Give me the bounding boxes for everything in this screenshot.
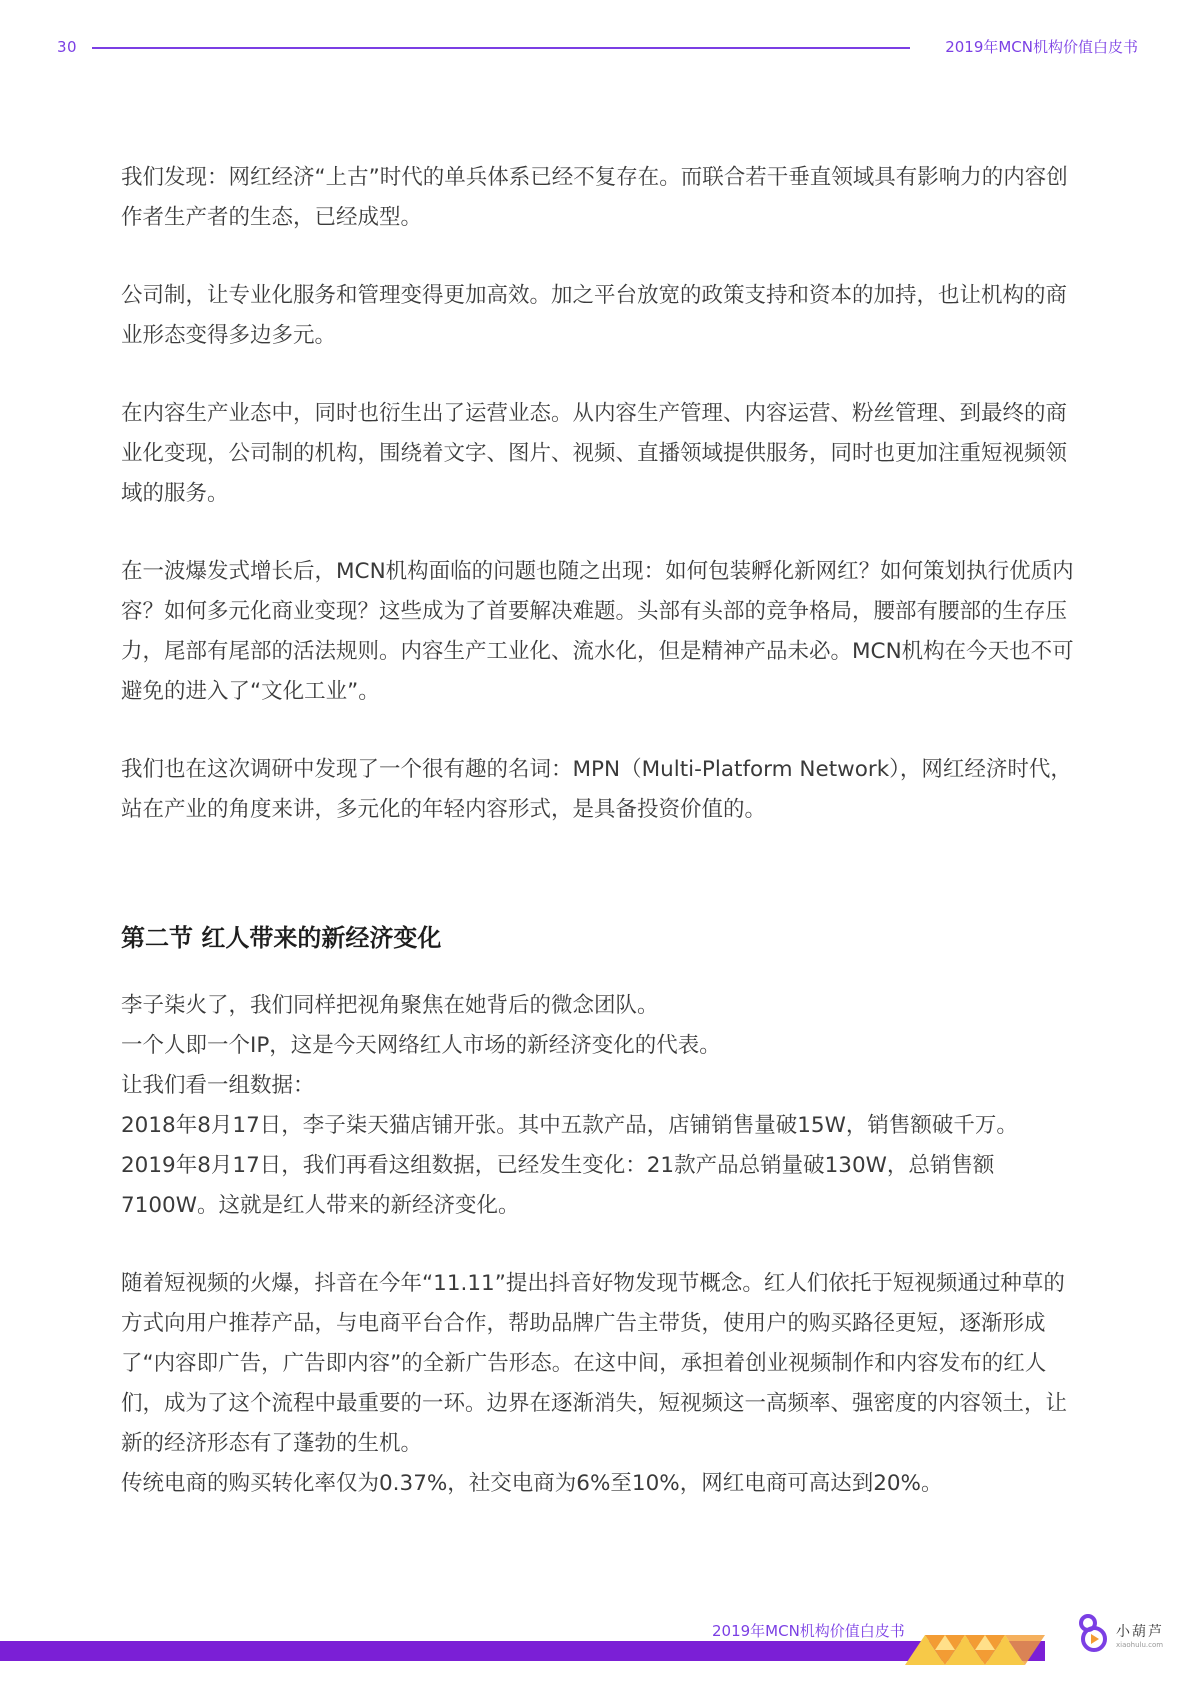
gourd-logo-icon bbox=[1078, 1613, 1112, 1653]
brand-logo bbox=[1078, 1613, 1178, 1663]
header-divider bbox=[92, 47, 910, 49]
paragraph-4: 在一波爆发式增长后，MCN机构面临的问题也随之出现：如何包装孵化新网红？如何策划执行优质内容？如何多元化商业变现？这些成为了首要解决难题。头部有头部的竞争格局，腰部有腰部的生存压力，尾部有尾部的活法规则。内容生产工业化、流水化，但是精神产品未必。MCN机构在今天也不可避免的进入了“文化工业”。 bbox=[121, 559, 1074, 704]
header-title: 2019年MCN机构价值白皮书 bbox=[945, 38, 1138, 56]
closing-paragraph: 随着短视频的火爆，抖音在今年“11.11”提出抖音好物发现节概念。红人们依托于短视频通过种草的方式向用户推荐产品，与电商平台合作，帮助品牌广告主带货，使用户的购买路径更短，逐渐形成了“内容即广告，广告即内容”的全新广告形态。在这中间，承担着创业视频制作和内容发布的红人们，成为了这个流程中最重要的一环。边界在逐渐消失，短视频这一高频率、强密度的内容领土，让新的经济形态有了蓬勃的生机。 bbox=[121, 1271, 1068, 1456]
section-line-2: 一个人即一个IP，这是今天网络红人市场的新经济变化的代表。 bbox=[121, 1033, 721, 1058]
triangle-pattern-icon bbox=[905, 1625, 1045, 1665]
closing-line: 传统电商的购买转化率仅为0.37%，社交电商为6%至10%，网红电商可高达到20%。 bbox=[121, 1471, 943, 1496]
brand-url: xiaohulu.com bbox=[1116, 1641, 1164, 1649]
footer-bar bbox=[0, 1641, 1045, 1661]
section-line-3: 让我们看一组数据： bbox=[121, 1073, 315, 1098]
paragraph-1: 我们发现：网红经济“上古”时代的单兵体系已经不复存在。而联合若干垂直领域具有影响力的内容创作者生产者的生态，已经成型。 bbox=[121, 165, 1068, 230]
paragraph-5: 我们也在这次调研中发现了一个很有趣的名词：MPN（Multi-Platform Network），网红经济时代，站在产业的角度来讲，多元化的年轻内容形式，是具备投资价值的。 bbox=[121, 757, 1072, 822]
paragraph-2: 公司制，让专业化服务和管理变得更加高效。加之平台放宽的政策支持和资本的加持，也让机构的商业形态变得多边多元。 bbox=[121, 283, 1068, 348]
section-line-5: 2019年8月17日，我们再看这组数据，已经发生变化：21款产品总销量破130W，总销售额7100W。这就是红人带来的新经济变化。 bbox=[121, 1153, 995, 1218]
section-title: 第二节 红人带来的新经济变化 bbox=[121, 924, 442, 952]
brand-name: 小葫芦 bbox=[1116, 1624, 1164, 1640]
page-number: 30 bbox=[57, 38, 78, 56]
section-line-1: 李子柒火了，我们同样把视角聚焦在她背后的微念团队。 bbox=[121, 993, 659, 1018]
footer-title: 2019年MCN机构价值白皮书 bbox=[712, 1622, 905, 1640]
page-header bbox=[0, 34, 1190, 60]
main-content bbox=[121, 158, 1076, 1504]
paragraph-3: 在内容生产业态中，同时也衍生出了运营业态。从内容生产管理、内容运营、粉丝管理、到最终的商业化变现，公司制的机构，围绕着文字、图片、视频、直播领域提供服务，同时也更加注重短视频领域的服务。 bbox=[121, 401, 1068, 506]
section-line-4: 2018年8月17日，李子柒天猫店铺开张。其中五款产品，店铺销售量破15W，销售额破千万。 bbox=[121, 1113, 1018, 1138]
